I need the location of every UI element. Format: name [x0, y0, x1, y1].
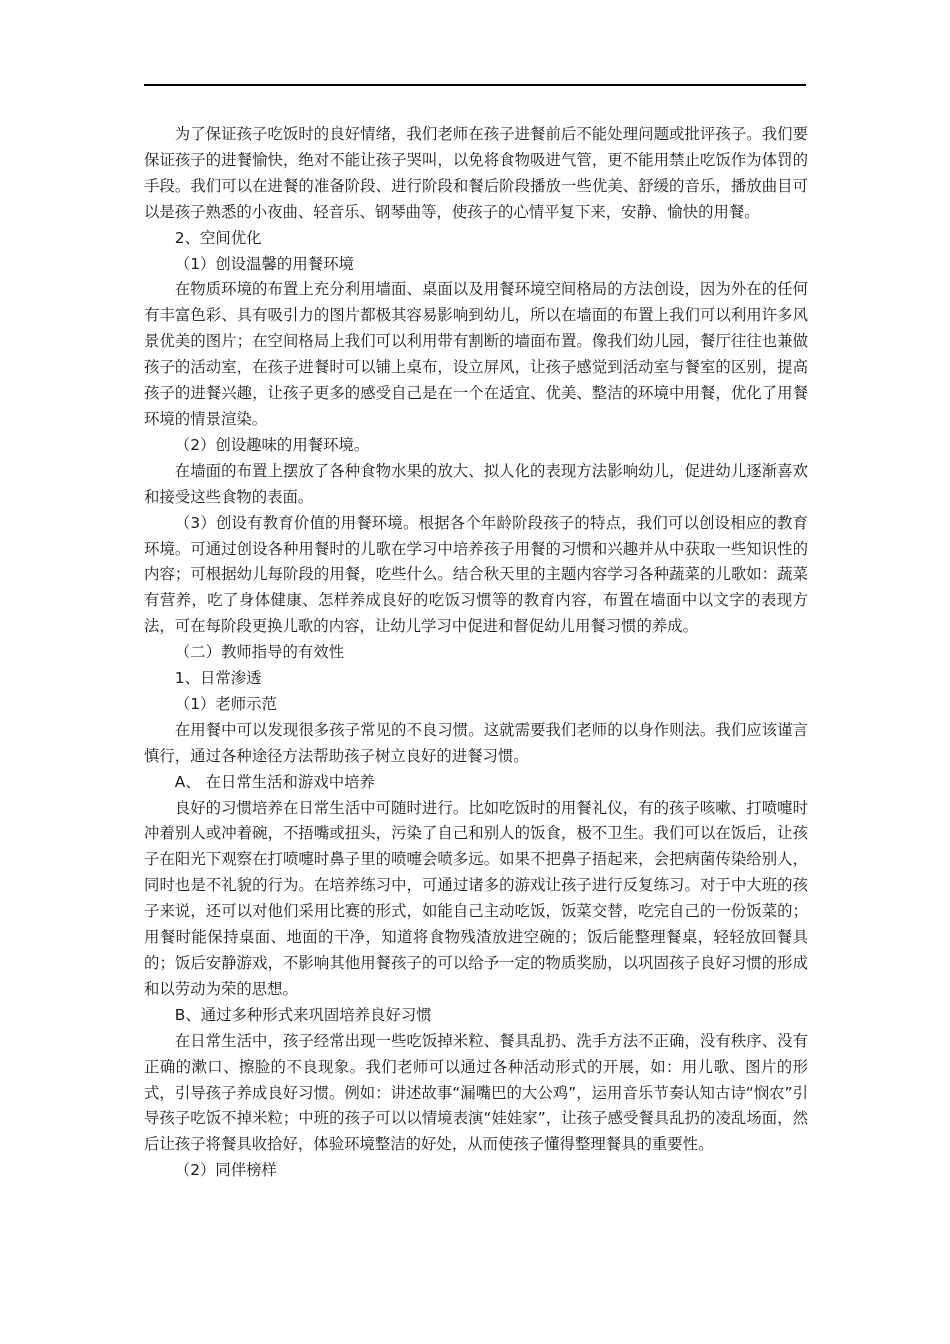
subheading-peer-role-model: （2）同伴榜样	[174, 1161, 277, 1180]
subheading-warm-environment: （1）创设温馨的用餐环境	[174, 254, 354, 273]
document-body	[144, 122, 808, 1184]
subheading-multiple-forms: B、通过多种形式来巩固培养良好习惯	[174, 1005, 432, 1024]
heading-space-optimization: 2、空间优化	[174, 228, 262, 247]
heading-teacher-guidance: （二）教师指导的有效性	[174, 643, 345, 662]
subheading-fun-environment: （2）创设趣味的用餐环境。	[174, 435, 370, 454]
paragraph-activity-forms: 在日常生活中，孩子经常出现一些吃饭掉米粒、餐具乱扔、洗手方法不正确，没有秩序、没有正确的漱口、擦脸的不良现象。我们老师可以通过各种活动形式的开展，如：用儿歌、图片的形式，引导孩子养成良好习惯。例如：讲述故事“漏嘴巴的大公鸡”，运用音乐节奏认知古诗“悯农”引导孩子吃饭不掉米粒；中班的孩子可以以情境表演“娃娃家”，让孩子感受餐具乱扔的凌乱场面，然后让孩子将餐具收拾好，体验环境整洁的好处，从而使孩子懂得整理餐具的重要性。	[144, 1031, 808, 1154]
heading-daily-infiltration: 1、日常渗透	[174, 669, 262, 688]
header-rule	[144, 84, 806, 86]
subheading-daily-life-games: A、 在日常生活和游戏中培养	[174, 772, 375, 791]
subheading-teacher-demonstration: （1）老师示范	[174, 694, 277, 713]
paragraph-wall-food-display: 在墙面的布置上摆放了各种食物水果的放大、拟人化的表现方法影响幼儿，促进幼儿逐渐喜欢和接受这些食物的表面。	[144, 461, 808, 506]
paragraph-lead-by-example: 在用餐中可以发现很多孩子常见的不良习惯。这就需要我们老师的以身作则法。我们应该谨言慎行，通过各种途径方法帮助孩子树立良好的进餐习惯。	[144, 720, 808, 765]
paragraph-educational-environment: （3）创设有教育价值的用餐环境。根据各个年龄阶段孩子的特点，我们可以创设相应的教育环境。可通过创设各种用餐时的儿歌在学习中培养孩子用餐的习惯和兴趣并从中获取一些知识性的内容；可根据幼儿每阶段的用餐，吃些什么。结合秋天里的主题内容学习各种蔬菜的儿歌如：蔬菜有营养，吃了身体健康、怎样养成良好的吃饭习惯等的教育内容，布置在墙面中以文字的表现方法，可在每阶段更换儿歌的内容，让幼儿学习中促进和督促幼儿用餐习惯的养成。	[144, 513, 808, 636]
paragraph-habit-training: 良好的习惯培养在日常生活中可随时进行。比如吃饭时的用餐礼仪，有的孩子咳嗽、打喷嚏时冲着别人或冲着碗，不捂嘴或扭头，污染了自己和别人的饭食，极不卫生。我们可以在饭后，让孩子在阳光下观察在打喷嚏时鼻子里的喷嚏会喷多远。如果不把鼻子捂起来，会把病菌传染给别人，同时也是不礼貌的行为。在培养练习中，可通过诸多的游戏让孩子进行反复练习。对于中大班的孩子来说，还可以对他们采用比赛的形式，如能自己主动吃饭，饭菜交替，吃完自己的一份饭菜的；用餐时能保持桌面、地面的干净，知道将食物残渣放进空碗的；饭后能整理餐桌，轻轻放回餐具的；饭后安静游戏，不影响其他用餐孩子的可以给予一定的物质奖励，以巩固孩子良好习惯的形成和以劳动为荣的思想。	[144, 798, 808, 998]
paragraph-mealtime-mood: 为了保证孩子吃饭时的良好情绪，我们老师在孩子进餐前后不能处理问题或批评孩子。我们要保证孩子的进餐愉快，绝对不能让孩子哭叫，以免将食物吸进气管，更不能用禁止吃饭作为体罚的手段。我们可以在进餐的准备阶段、进行阶段和餐后阶段播放一些优美、舒缓的音乐，播放曲目可以是孩子熟悉的小夜曲、轻音乐、钢琴曲等，使孩子的心情平复下来，安静、愉快的用餐。	[144, 125, 808, 221]
paragraph-physical-environment: 在物质环境的布置上充分利用墙面、桌面以及用餐环境空间格局的方法创设，因为外在的任何有丰富色彩、具有吸引力的图片都极其容易影响到幼儿，所以在墙面的布置上我们可以利用许多风景优美的图片；在空间格局上我们可以利用带有割断的墙面布置。像我们幼儿园，餐厅往往也兼做孩子的活动室，在孩子进餐时可以铺上桌布，设立屏风，让孩子感觉到活动室与餐室的区别，提高孩子的进餐兴趣，让孩子更多的感受自己是在一个在适宜、优美、整洁的环境中用餐，优化了用餐环境的情景渲染。	[144, 280, 808, 428]
